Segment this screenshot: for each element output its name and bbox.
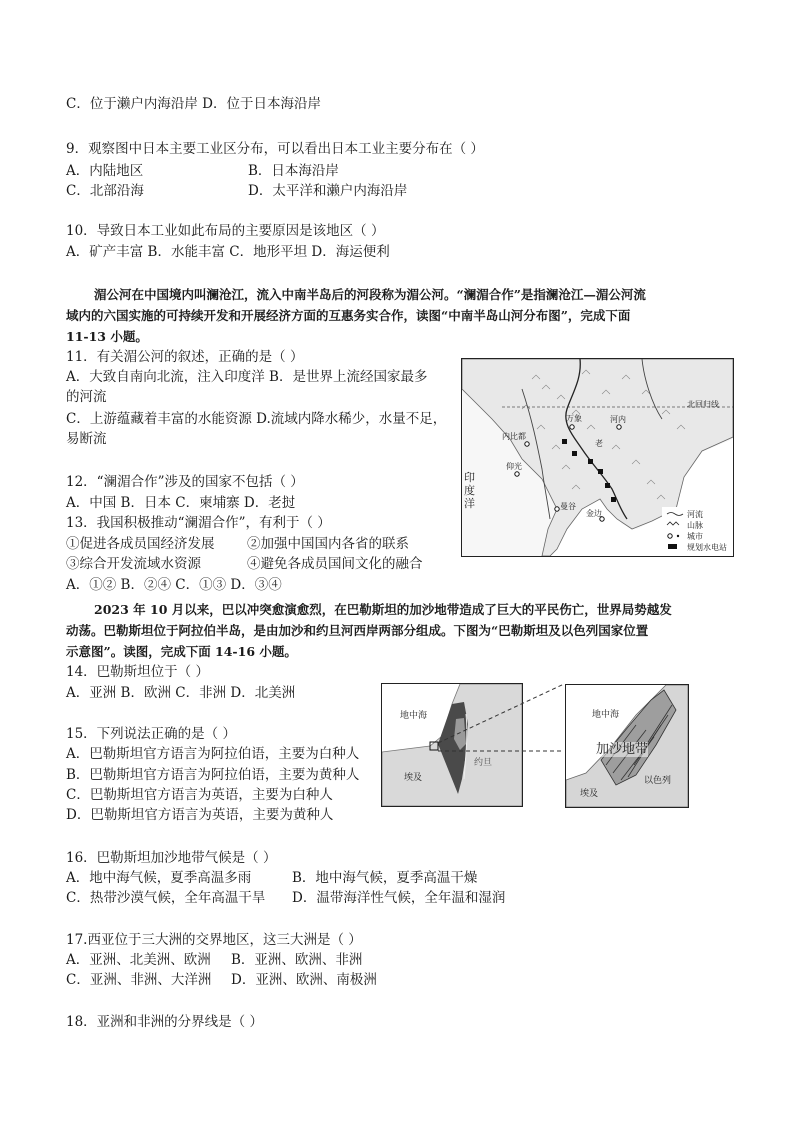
q17-stem: 17.西亚位于三大洲的交界地区，这三大洲是（ ） bbox=[66, 932, 362, 948]
q9-stem: 9．观察图中日本主要工业区分布，可以看出日本工业主要分布在（ ） bbox=[66, 141, 484, 157]
passage2-line2: 动荡。巴勒斯坦位于阿拉伯半岛，是由加沙和约旦河西岸两部分组成。下图为“巴勒斯坦及以色列国家位置 bbox=[66, 623, 649, 638]
q17-option-d: D．亚洲、欧洲、南极洲 bbox=[231, 972, 377, 988]
passage1-line2: 域内的六国实施的可持续开发和开展经济方面的互惠务实合作，读图“中南半岛山河分布图”，完成下面 bbox=[66, 308, 631, 323]
q11-line2: 的河流 bbox=[66, 389, 107, 405]
q17-option-a: A．亚洲、北美洲、欧洲 bbox=[66, 952, 211, 968]
tropic-label: 北回归线 bbox=[687, 400, 719, 409]
q9-option-d: D．太平洋和濑户内海沿岸 bbox=[248, 183, 408, 199]
country-label-lao: 老 bbox=[595, 439, 603, 448]
legend-river: 河流 bbox=[687, 510, 703, 519]
q13-options: A．①② B．②④ C．①③ D．③④ bbox=[66, 577, 282, 593]
q11-stem: 11．有关湄公河的叙述，正确的是（ ） bbox=[66, 349, 304, 365]
detail-sea-label: 地中海 bbox=[592, 710, 620, 720]
q16-stem: 16．巴勒斯坦加沙地带气候是（ ） bbox=[66, 850, 277, 866]
overview-jordan-label: 约旦 bbox=[474, 758, 493, 768]
city-label-yangon: 仰光 bbox=[506, 462, 522, 471]
q9-option-b: B．日本海沿岸 bbox=[248, 163, 339, 179]
q8-options-cd: C．位于濑户内海沿岸 D．位于日本海沿岸 bbox=[66, 96, 321, 112]
q11-line3: C．上游蕴藏着丰富的水能资源 D.流域内降水稀少，水量不足， bbox=[66, 411, 447, 427]
detail-israel-label: 以色列 bbox=[644, 776, 672, 786]
q16-option-b: B．地中海气候，夏季高温干燥 bbox=[292, 870, 478, 886]
q13-option-2: ②加强中国国内各省的联系 bbox=[247, 536, 409, 552]
overview-egypt-label: 埃及 bbox=[404, 773, 423, 783]
q9-option-c: C．北部沿海 bbox=[66, 183, 144, 199]
q15-option-d: D．巴勒斯坦官方语言为英语，主要为黄种人 bbox=[66, 807, 334, 823]
indochina-map bbox=[461, 358, 734, 557]
q10-options: A．矿产丰富 B．水能丰富 C．地形平坦 D．海运便利 bbox=[66, 244, 390, 260]
q13-option-1: ①促进各成员国经济发展 bbox=[66, 536, 215, 552]
q15-stem: 15．下列说法正确的是（ ） bbox=[66, 726, 236, 742]
q13-stem: 13．我国积极推动“澜湄合作”，有利于（ ） bbox=[66, 515, 331, 531]
q12-options: A．中国 B．日本 C．柬埔寨 D．老挝 bbox=[66, 495, 296, 511]
gaza-strip-label: 加沙地带 bbox=[596, 742, 649, 757]
passage2-line1: 2023 年 10 月以来，巴以冲突愈演愈烈，在巴勒斯坦的加沙地带造成了巨大的平民伤亡，世界局势越发 bbox=[94, 602, 672, 617]
city-label-vientiane: 万象 bbox=[566, 414, 582, 423]
passage1-line3: 11-13 小题。 bbox=[66, 329, 148, 344]
city-label-phnompenh: 金边 bbox=[586, 509, 602, 518]
q18-stem: 18．亚洲和非洲的分界线是（ ） bbox=[66, 1014, 263, 1030]
passage1-line1: 湄公河在中国境内叫澜沧江，流入中南半岛后的河段称为湄公河。“澜湄合作”是指澜沧江—湄公河流 bbox=[94, 287, 646, 302]
q15-option-c: C．巴勒斯坦官方语言为英语，主要为白种人 bbox=[66, 787, 333, 803]
q16-option-a: A．地中海气候，夏季高温多雨 bbox=[66, 870, 252, 886]
city-label-bangkok: 曼谷 bbox=[560, 502, 576, 511]
indian-ocean-label: 印度洋 bbox=[464, 471, 475, 510]
q11-line4: 易断流 bbox=[66, 431, 107, 447]
legend-hydropower: 规划水电站 bbox=[687, 543, 727, 552]
city-label-naypyidaw: 内比都 bbox=[502, 432, 526, 441]
q15-option-a: A．巴勒斯坦官方语言为阿拉伯语，主要为白种人 bbox=[66, 746, 360, 762]
q17-option-c: C．亚洲、非洲、大洋洲 bbox=[66, 972, 212, 988]
q16-option-d: D．温带海洋性气候，全年温和湿润 bbox=[292, 890, 506, 906]
legend-mountain: 山脉 bbox=[687, 521, 703, 530]
q10-stem: 10．导致日本工业如此布局的主要原因是该地区（ ） bbox=[66, 223, 385, 239]
q11-line1: A．大致自南向北流，注入印度洋 B．是世界上流经国家最多 bbox=[66, 369, 428, 385]
overview-sea-label: 地中海 bbox=[400, 711, 428, 721]
detail-egypt-label: 埃及 bbox=[580, 789, 599, 799]
passage2-line3: 示意图”。读图，完成下面 14-16 小题。 bbox=[66, 644, 297, 659]
q12-stem: 12．“澜湄合作”涉及的国家不包括（ ） bbox=[66, 474, 304, 490]
q14-stem: 14．巴勒斯坦位于（ ） bbox=[66, 664, 209, 680]
q13-option-4: ④避免各成员国间文化的融合 bbox=[247, 556, 423, 572]
q13-option-3: ③综合开发流域水资源 bbox=[66, 556, 201, 572]
gaza-detail-map bbox=[565, 684, 689, 808]
zoom-connector-lines bbox=[436, 683, 566, 753]
q9-option-a: A．内陆地区 bbox=[66, 163, 144, 179]
q14-options: A．亚洲 B．欧洲 C．非洲 D．北美洲 bbox=[66, 685, 296, 701]
city-label-hanoi: 河内 bbox=[610, 415, 626, 424]
q17-option-b: B．亚洲、欧洲、非洲 bbox=[231, 952, 363, 968]
q15-option-b: B．巴勒斯坦官方语言为阿拉伯语，主要为黄种人 bbox=[66, 767, 360, 783]
q16-option-c: C．热带沙漠气候，全年高温干旱 bbox=[66, 890, 266, 906]
legend-city: 城市 bbox=[687, 532, 703, 541]
